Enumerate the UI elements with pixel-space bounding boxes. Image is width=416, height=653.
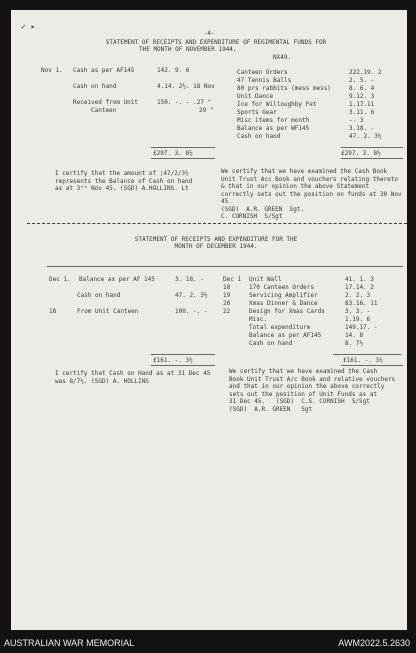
certification-line: 31 Dec 45. (SGD) C.S. CORNISH S/Sgt <box>229 398 370 405</box>
section1-rule-right-top <box>341 147 403 148</box>
expenditure-amount: 47. 2. 3½ <box>349 133 382 140</box>
expenditure-amount: 8. 6. 4 <box>349 85 375 92</box>
expenditure-amount: 9.12. 3 <box>349 93 375 100</box>
receipt-amount: 47. 2. 3½ <box>175 292 208 299</box>
footer-institution: AUSTRALIAN WAR MEMORIAL <box>4 638 135 648</box>
receipt-description: Cash on hand <box>73 83 117 90</box>
section1-heading: STATEMENT OF RECEIPTS AND EXPENDITURE OF REGIMENTAL FUNDS FOR <box>105 39 327 46</box>
receipt-description: From Unit Canteen <box>77 308 139 315</box>
expenditure-description: Cash on hand <box>249 340 293 347</box>
expenditure-description: Balance as per AF145 <box>249 332 322 339</box>
expenditure-amount: 1.19. 6 <box>345 316 371 323</box>
expenditure-amount: 3. 3. - <box>345 308 371 315</box>
expenditure-amount: 1.17.11 <box>349 101 375 108</box>
certification-line: We certify that we have examined the Cash Book <box>221 168 388 175</box>
expenditure-description: Ice for Willoughby Fet <box>237 101 317 108</box>
expenditure-amount: 41. 1. 3 <box>345 276 374 283</box>
receipt-amount: 142. 9. 6 <box>157 67 190 74</box>
section1-rule-left-top <box>151 147 215 148</box>
receipt-amount: 100. -. - <box>175 308 208 315</box>
expenditure-description: Unit Wall <box>249 276 282 283</box>
expenditure-amount: 2. 2. 3 <box>345 292 371 299</box>
certification-line: (SGD) A.R. GREEN Sgt <box>229 405 313 413</box>
receipt-amount: 29 " <box>199 107 214 114</box>
expenditure-description: Servicing Amplifier <box>249 292 318 299</box>
certification-line: and that in our opinion the above correctly <box>229 383 385 390</box>
receipt-amount: 3. 18. - <box>175 276 204 283</box>
expenditure-amount: 3.18. - <box>349 125 375 132</box>
receipt-description: Balance as per AF 145 <box>79 276 155 283</box>
page-number: -4- <box>203 30 215 37</box>
expenditure-description: 47 Tennis Balls <box>237 77 292 84</box>
certification-line: We certify that we have examined the Cash <box>229 368 378 375</box>
section2-total-left: £161. -. 3½ <box>153 357 193 364</box>
section1-heading-ref: NX49. <box>273 54 292 61</box>
expenditure-description: Total expenditure <box>249 324 311 331</box>
expenditure-amount: 14. 8 <box>345 332 364 339</box>
certification-line: represents the Balance of Cash on hand <box>55 177 193 185</box>
expenditure-description: Design for Xmas Cards <box>249 308 325 315</box>
section1-rule-left-bottom <box>151 158 215 159</box>
section2-rule-left-bottom <box>151 365 215 366</box>
section1-total-right: £297. 3. 8½ <box>341 150 381 157</box>
certification-line: Unit Trust Acc Book and vouchers relating thereto <box>221 175 399 183</box>
section2-heading-month: MONTH OF DECEMBER 1944. <box>174 243 258 250</box>
expenditure-description: Cash on hand <box>237 133 281 140</box>
footer-accession-number: AWM2022.5.2630 <box>338 638 410 648</box>
certification-line: correctly sets out the position on funds at 30 Nov <box>221 190 402 198</box>
certification-line: Book Unit Trust A/c Book and relative vouchers <box>229 375 396 383</box>
certification-line: & that in our opinion the above Statement <box>221 183 370 190</box>
receipt-date: Dec 1. <box>49 276 71 283</box>
expenditure-description: Unit Dance <box>237 93 274 100</box>
receipt-description: Canteen <box>91 107 117 114</box>
expenditure-description: 80 prs rabbits (mess mess) <box>237 85 331 92</box>
receipt-description: Received from Unit <box>73 99 139 106</box>
receipt-date: Nov 1. <box>41 67 63 74</box>
section2-top-rule <box>47 266 403 267</box>
expenditure-date: Dec 1 <box>223 276 242 283</box>
expenditure-amount: 2. 5. - <box>349 77 375 84</box>
section2-rule-right-bottom <box>341 365 403 366</box>
expenditure-description: Canteen Orders <box>237 69 288 76</box>
section2-heading: STATEMENT OF RECEIPTS AND EXPENDITURE FOR THE <box>134 236 298 243</box>
certification-line: was 8/7½. (SGD) A. HOLLINS <box>55 377 149 385</box>
expenditure-description: 170 Canteen Orders <box>249 284 315 291</box>
receipt-date: 18 <box>49 308 57 315</box>
expenditure-date: 18 <box>223 284 231 291</box>
expenditure-description: Xmas Dinner & Dance <box>249 300 318 307</box>
expenditure-amount: 222.19. 2 <box>349 69 382 76</box>
receipt-description: Cash as per AF145 <box>73 67 135 74</box>
expenditure-date: 19 <box>223 292 231 299</box>
expenditure-amount: 8. 7½ <box>345 340 364 347</box>
section2-total-right: £161. -. 3½ <box>343 357 383 364</box>
expenditure-description: Sports Gear <box>237 109 277 116</box>
certification-line: 45. <box>221 198 232 205</box>
expenditure-amount: -. 3 <box>349 117 364 124</box>
section2-rule-left-top <box>151 354 215 355</box>
certification-line: C. CORNISH S/Sgt <box>221 213 283 220</box>
section-divider <box>27 223 407 224</box>
expenditure-description: Misc items for month <box>237 117 310 124</box>
expenditure-amount: 83.16. 11 <box>345 300 378 307</box>
expenditure-amount: 3.11. 6 <box>349 109 375 116</box>
receipt-description: Cash on hand <box>77 292 121 299</box>
expenditure-amount: 149.17. - <box>345 324 378 331</box>
document-page <box>11 10 407 630</box>
certification-line: sets out the position of Unit Funds as at <box>229 390 378 398</box>
expenditure-date: 26 <box>223 300 231 307</box>
expenditure-description: Balance as per WF145 <box>237 125 310 132</box>
section1-rule-right-bottom <box>341 158 403 159</box>
section1-heading-month: THE MONTH OF NOVEMBER 1944. <box>139 46 237 53</box>
expenditure-amount: 17.14. 2 <box>345 284 374 291</box>
expenditure-date: 22 <box>223 308 231 315</box>
tick-mark: ✓ ▸ <box>21 22 36 31</box>
receipt-amount: 150. -. - .27 " <box>157 99 212 106</box>
section1-total-left: £297. 3. 8½ <box>153 150 193 157</box>
certification-line: I certify that Cash on Hand as at 31 Dec 45 <box>55 370 211 377</box>
expenditure-description: Misc. <box>249 316 268 323</box>
section2-rule-right-sub <box>333 354 401 355</box>
certification-line: (SGD) A.R. GREEN Sgt. <box>221 205 305 213</box>
receipt-amount: 4.14. 2½. 18 Nov <box>157 83 215 90</box>
certification-line: as at 3ᵗʰ Nov 45. (SGD) A.HOLLINS. Lt <box>55 185 189 192</box>
certification-line: I certify that the amount of ¦47/2/3½ <box>55 170 189 177</box>
